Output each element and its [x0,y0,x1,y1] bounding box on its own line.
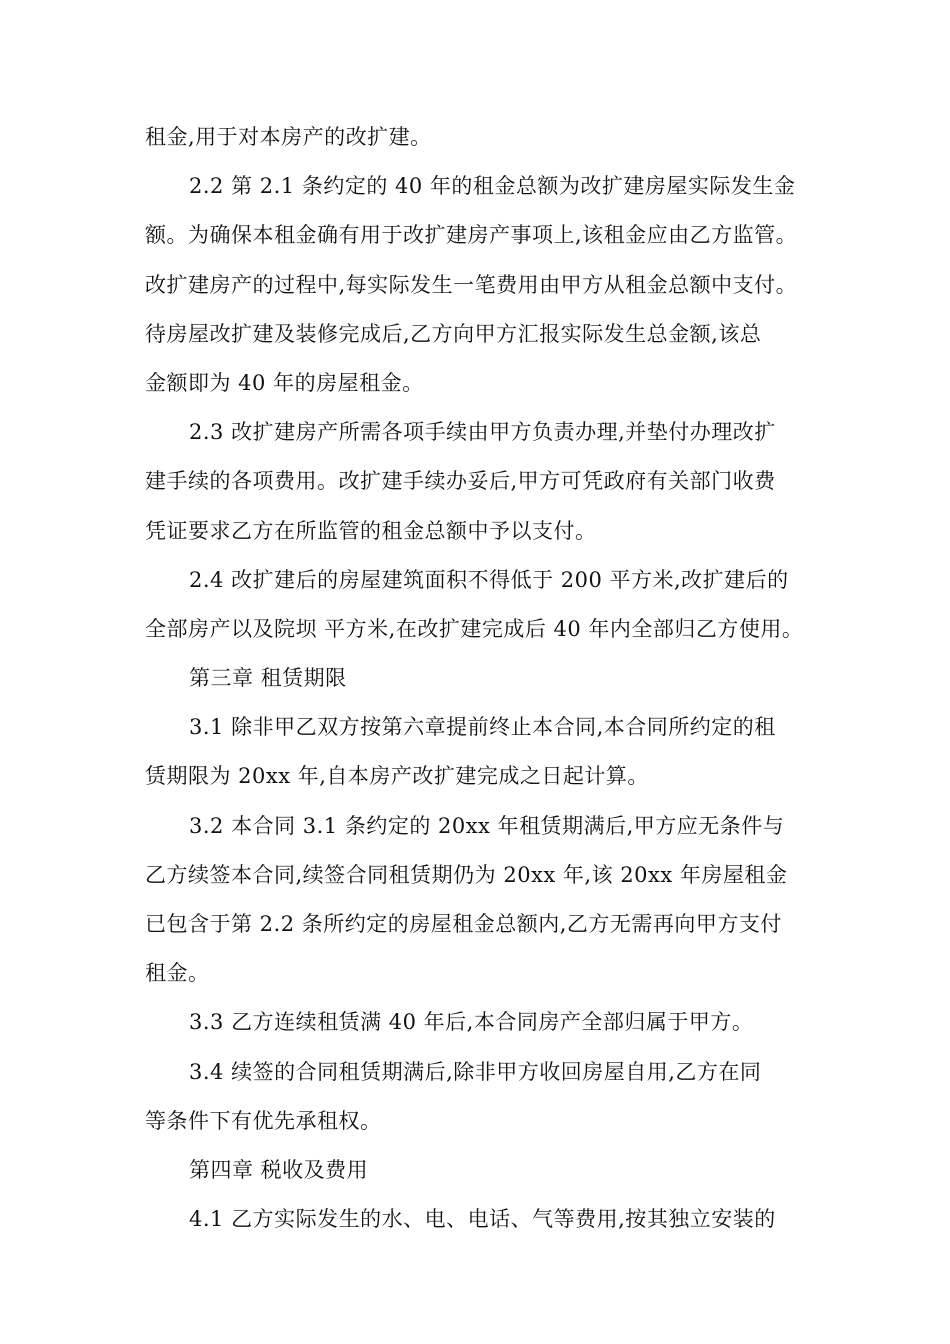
text-line: 2.3 改扩建房产所需各项手续由甲方负责办理,并垫付办理改扩 [189,420,776,445]
text-line: 等条件下有优先承租权。 [145,1108,382,1133]
text-line: 待房屋改扩建及装修完成后,乙方向甲方汇报实际发生总金额,该总 [145,321,762,346]
text-line: 2.2 第 2.1 条约定的 40 年的租金总额为改扩建房屋实际发生金 [189,174,796,199]
text-line: 3.1 除非甲乙双方按第六章提前终止本合同,本合同所约定的租 [189,715,776,740]
chapter-heading: 第三章 租赁期限 [189,666,347,691]
text-line: 租金,用于对本房产的改扩建。 [145,125,432,149]
text-line: 2.4 改扩建后的房屋建筑面积不得低于 200 平方米,改扩建后的 [189,567,789,592]
text-line: 乙方续签本合同,续签合同租赁期仍为 20xx 年,该 20xx 年房屋租金 [145,862,788,887]
text-line: 全部房产以及院坝 平方米,在改扩建完成后 40 年内全部归乙方使用。 [145,616,804,641]
text-line: 金额即为 40 年的房屋租金。 [145,370,424,395]
text-line: 3.4 续签的合同租赁期满后,除非甲方收回房屋自用,乙方在同 [189,1059,762,1084]
text-line: 3.2 本合同 3.1 条约定的 20xx 年租赁期满后,甲方应无条件与 [189,813,785,838]
chapter-heading: 第四章 税收及费用 [189,1157,369,1182]
text-line: 4.1 乙方实际发生的水、电、电话、气等费用,按其独立安装的 [189,1207,776,1232]
text-line: 赁期限为 20xx 年,自本房产改扩建完成之日起计算。 [145,764,649,789]
text-line: 已包含于第 2.2 条所约定的房屋租金总额内,乙方无需再向甲方支付 [145,912,782,936]
text-line: 3.3 乙方连续租赁满 40 年后,本合同房产全部归属于甲方。 [189,1010,754,1035]
text-line: 建手续的各项费用。改扩建手续办妥后,甲方可凭政府有关部门收费 [145,469,776,494]
text-line: 额。为确保本租金确有用于改扩建房产事项上,该租金应由乙方监管。 [145,223,798,248]
document-body [145,113,815,1244]
text-line: 租金。 [145,961,210,986]
text-line: 凭证要求乙方在所监管的租金总额中予以支付。 [145,518,597,543]
text-line: 改扩建房产的过程中,每实际发生一笔费用由甲方从租金总额中支付。 [145,272,798,297]
